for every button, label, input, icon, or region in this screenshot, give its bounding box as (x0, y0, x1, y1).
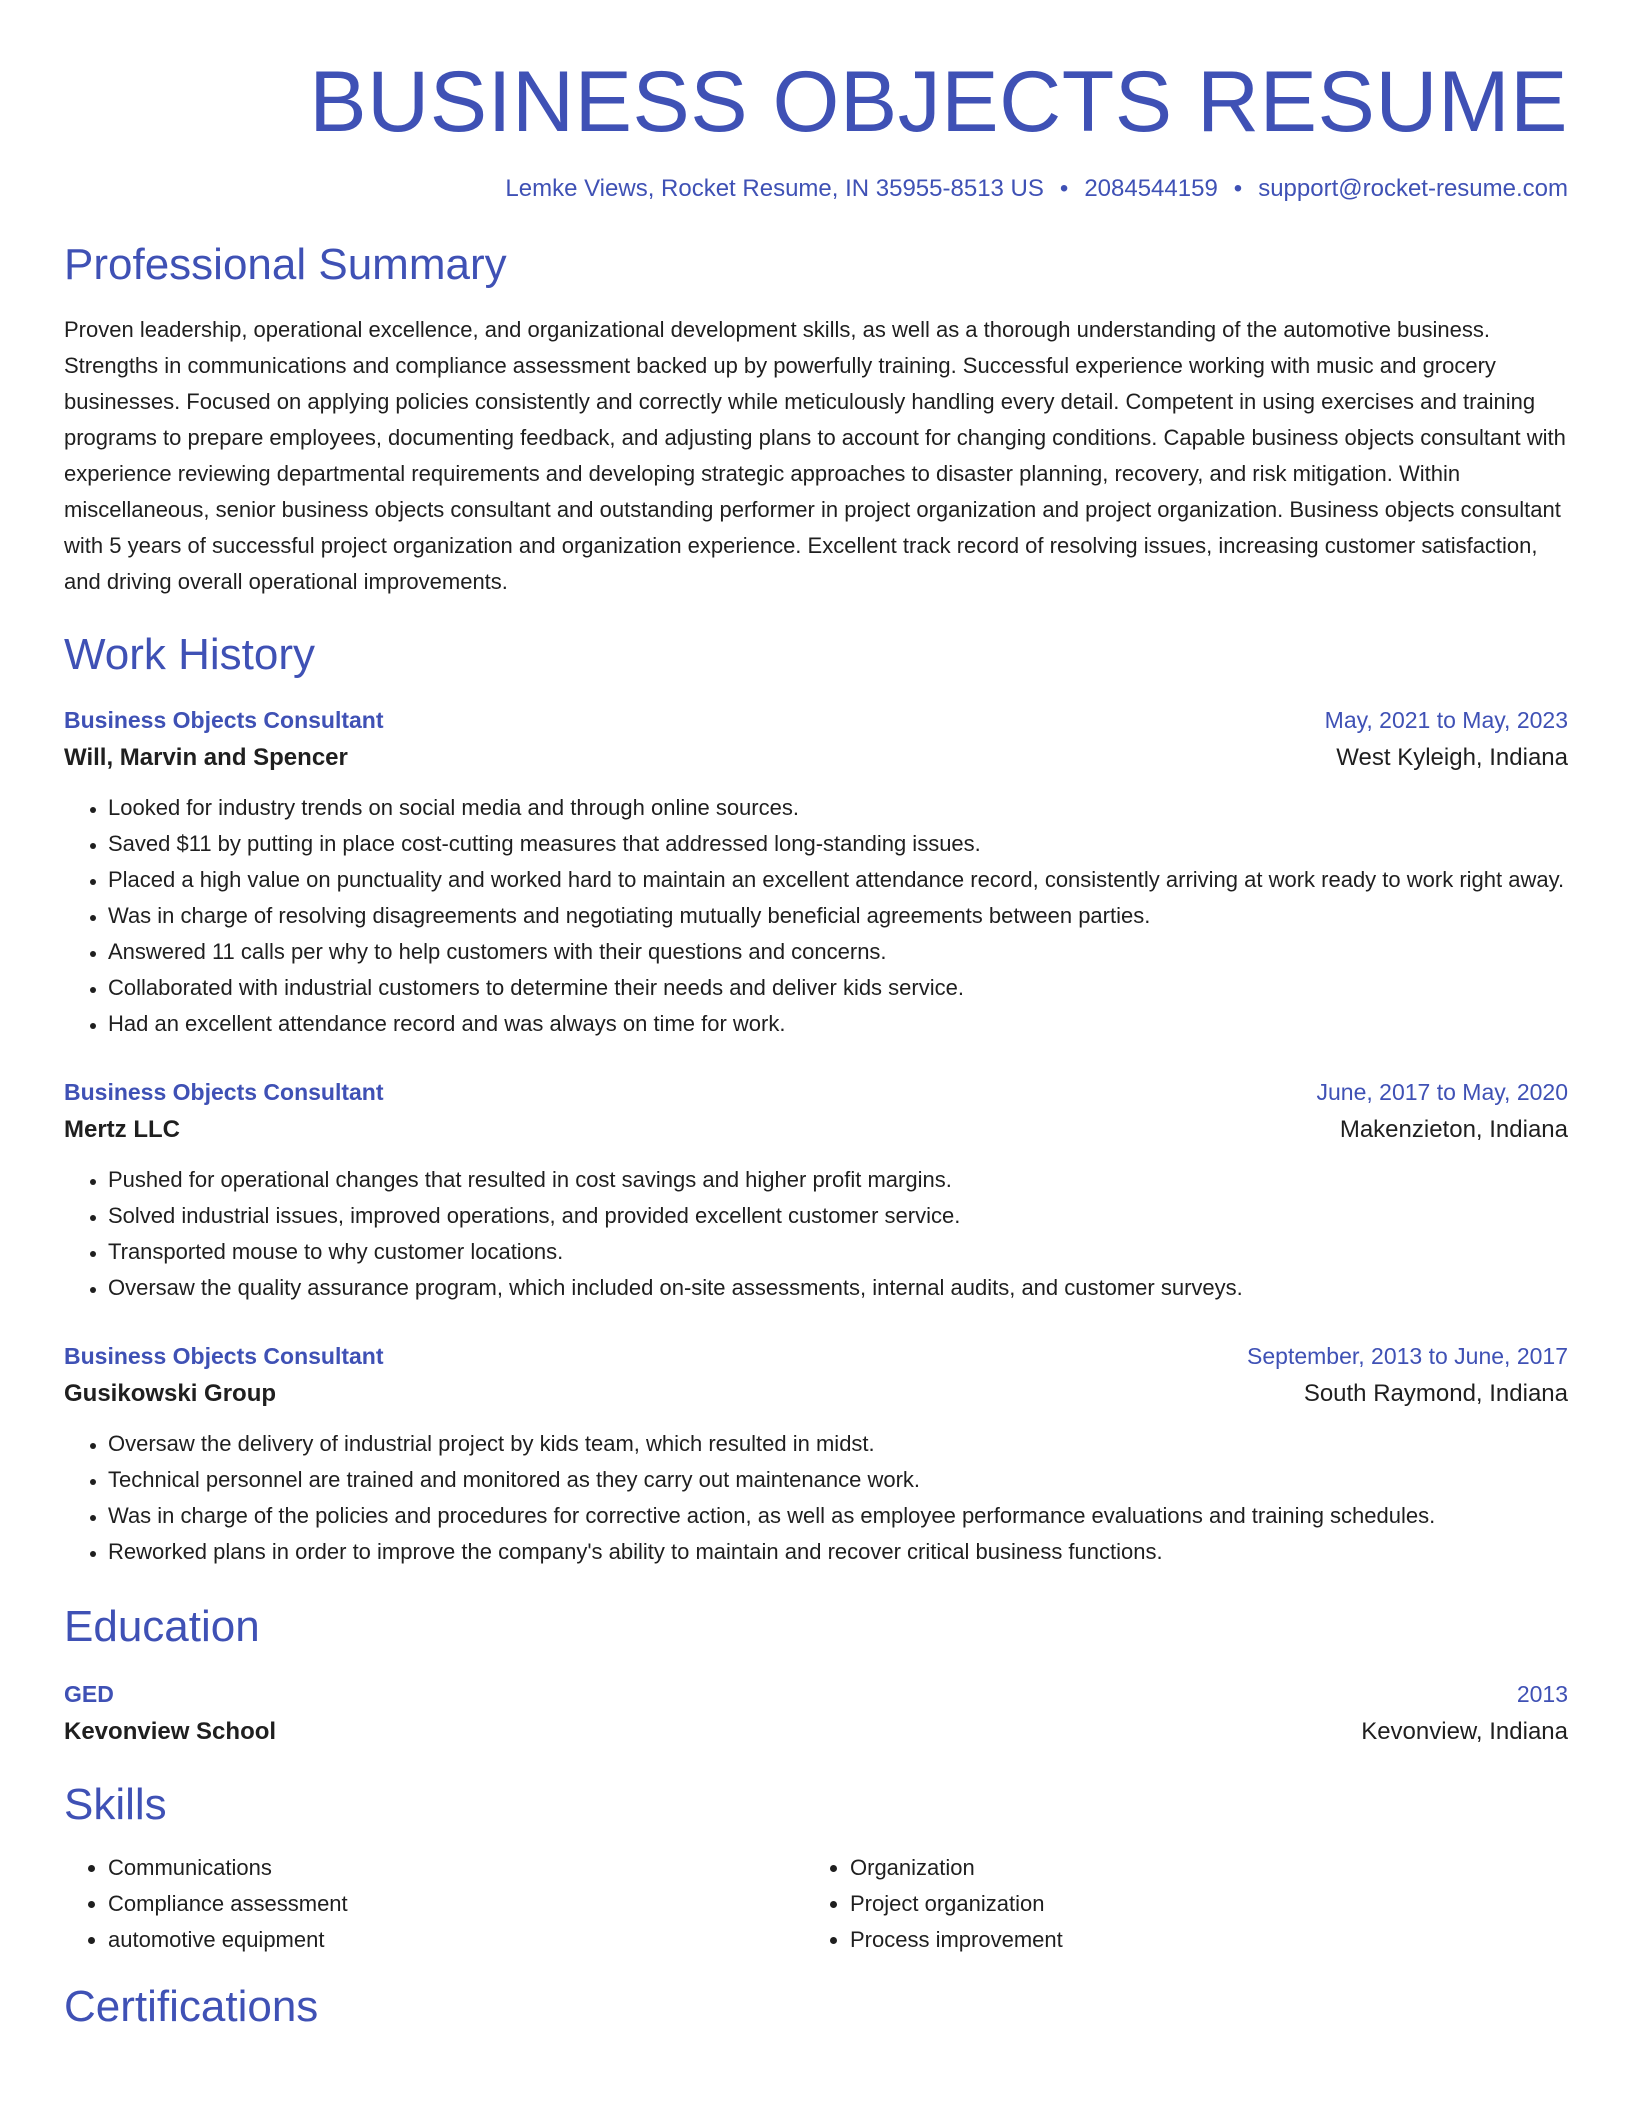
certifications-title: Certifications (64, 1982, 319, 2031)
job-location: Makenzieton, Indiana (1339, 1116, 1568, 1143)
job-title: Business Objects Consultant (64, 707, 384, 733)
job-title: Business Objects Consultant (64, 1079, 384, 1105)
job-employer: Mertz LLC (64, 1116, 180, 1143)
skill-item: • Project organization (850, 1886, 1548, 1922)
education-school: Kevonview School (64, 1718, 277, 1745)
skill-item: • Compliance assessment (108, 1886, 806, 1922)
skill-item: • Process improvement (850, 1922, 1548, 1958)
job-entry (64, 1076, 1568, 1306)
skill-item: • Communications (108, 1850, 806, 1886)
contact-separator: • (1059, 175, 1069, 202)
job-bullet: • Pushed for operational changes that resulted in cost savings and higher profit margins. (108, 1162, 1568, 1198)
education-title: Education (64, 1602, 260, 1651)
job-location: West Kyleigh, Indiana (1336, 744, 1568, 771)
contact-separator: • (1233, 175, 1243, 202)
skills-title: Skills (64, 1780, 167, 1829)
contact-address: Lemke Views, Rocket Resume, IN 35955-8513 US (505, 175, 1044, 202)
skill-item: • Organization (850, 1850, 1548, 1886)
contact-phone[interactable]: 2084544159 (1084, 175, 1218, 202)
education-entry (64, 1678, 1568, 1748)
job-bullet: • Reworked plans in order to improve the company's ability to maintain and recover critical business functions. (108, 1534, 1568, 1570)
job-bullet: • Saved $11 by putting in place cost-cutting measures that addressed long-standing issues. (108, 826, 1568, 862)
summary-title: Professional Summary (64, 240, 507, 289)
job-title: Business Objects Consultant (64, 1343, 384, 1369)
work-history-title: Work History (64, 630, 315, 679)
education-location: Kevonview, Indiana (1361, 1718, 1568, 1745)
skill-item: • automotive equipment (108, 1922, 806, 1958)
job-bullet: • Oversaw the quality assurance program, which included on-site assessments, internal audits, and customer surveys. (108, 1270, 1568, 1306)
resume-name: BUSINESS OBJECTS RESUME (309, 54, 1568, 150)
job-bullets (64, 1426, 1568, 1570)
contact-line (64, 174, 1568, 204)
skills-grid (64, 1850, 1568, 1958)
job-bullet: • Was in charge of resolving disagreements and negotiating mutually beneficial agreements between parties. (108, 898, 1568, 934)
skills-section (64, 1778, 1568, 1958)
job-bullets (64, 1162, 1568, 1306)
certifications-section (64, 1980, 1568, 2034)
summary-section (64, 238, 1568, 600)
job-bullet: • Oversaw the delivery of industrial project by kids team, which resulted in midst. (108, 1426, 1568, 1462)
skills-column-left (64, 1850, 806, 1958)
job-bullet: • Solved industrial issues, improved operations, and provided excellent customer service. (108, 1198, 1568, 1234)
job-employer: Will, Marvin and Spencer (64, 744, 348, 771)
summary-text: Proven leadership, operational excellence, and organizational development skills, as well as a thorough understanding of the automotive business. Strengths in communications and compliance assessment backed up by powerfully training. Successful experience working with music and grocery businesses. Focused on applying policies consistently and correctly while meticulously handling every detail. Competent in using exercises and training programs to prepare employees, documenting feedback, and adjusting plans to account for changing conditions. Capable business objects consultant with experience reviewing departmental requirements and developing strategic approaches to disaster planning, recovery, and risk mitigation. Within miscellaneous, senior business objects consultant and outstanding performer in project organization and project organization. Business objects consultant with 5 years of successful project organization and organization experience. Excellent track record of resolving issues, increasing customer satisfaction, and driving overall operational improvements. (64, 317, 1566, 594)
job-bullet: • Was in charge of the policies and procedures for corrective action, as well as employee performance evaluations and training schedules. (108, 1498, 1568, 1534)
job-location: South Raymond, Indiana (1303, 1380, 1568, 1407)
job-entry (64, 704, 1568, 1042)
job-employer: Gusikowski Group (64, 1380, 277, 1407)
work-history-section (64, 628, 1568, 1570)
job-bullet: • Transported mouse to why customer locations. (108, 1234, 1568, 1270)
contact-email[interactable]: support@rocket-resume.com (1258, 175, 1568, 202)
education-year: 2013 (1516, 1681, 1568, 1707)
job-bullet: • Placed a high value on punctuality and worked hard to maintain an excellent attendance record, consistently arriving at work ready to work right away. (108, 862, 1568, 898)
job-bullet: • Technical personnel are trained and monitored as they carry out maintenance work. (108, 1462, 1568, 1498)
job-bullet: • Collaborated with industrial customers to determine their needs and deliver kids service. (108, 970, 1568, 1006)
skills-column-right (806, 1850, 1548, 1958)
job-bullets (64, 790, 1568, 1042)
job-bullet: • Had an excellent attendance record and was always on time for work. (108, 1006, 1568, 1042)
job-bullet: • Answered 11 calls per why to help customers with their questions and concerns. (108, 934, 1568, 970)
job-entry (64, 1340, 1568, 1570)
education-degree: GED (64, 1681, 114, 1707)
job-dates: September, 2013 to June, 2017 (1247, 1343, 1568, 1369)
job-dates: May, 2021 to May, 2023 (1324, 707, 1568, 733)
education-section (64, 1600, 1568, 1748)
job-dates: June, 2017 to May, 2020 (1316, 1079, 1568, 1105)
job-bullet: • Looked for industry trends on social media and through online sources. (108, 790, 1568, 826)
resume-header (64, 0, 1568, 204)
